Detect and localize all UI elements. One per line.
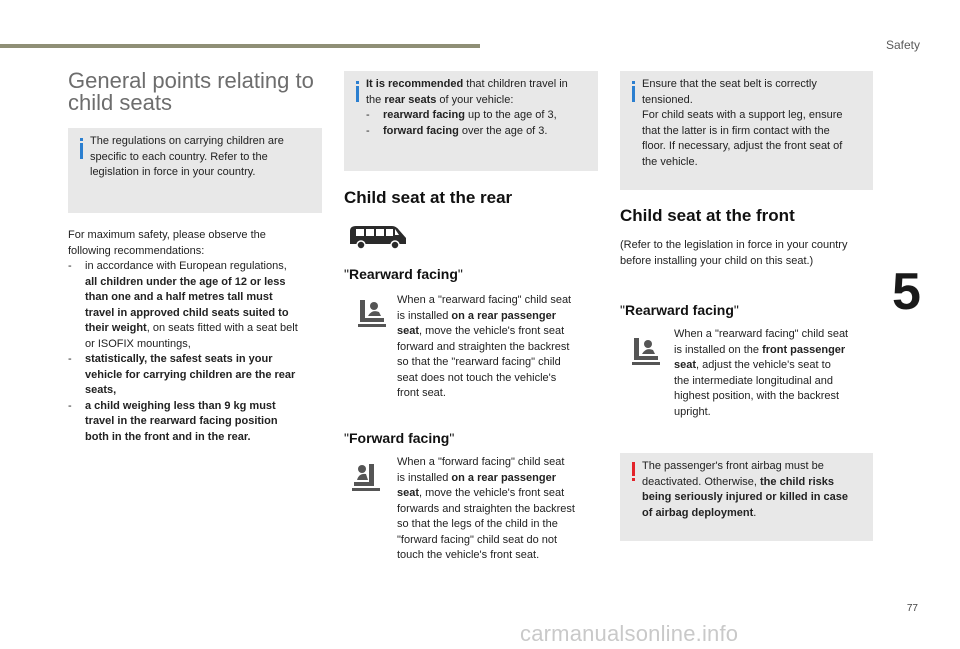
info-text: The regulations on carrying children are specific to each country. Refer to the legislation in force in your country. bbox=[90, 135, 284, 178]
watermark: carmanualsonline.info bbox=[520, 621, 739, 646]
page-title: General points relating to child seats bbox=[68, 68, 314, 115]
heading-child-seat-rear: Child seat at the rear bbox=[344, 188, 513, 207]
info-box-recommended: It is recommended that children travel in the rear seats of your vehicle: - rearward facing up to the age of 3, - forward facing over the age of 3. bbox=[344, 71, 598, 171]
front-rearward-text: When a "rearward facing" child seat is installed on the front passenger seat, adjust the vehicle's seat to the intermediate longitudinal and highest position, with the backrest upright. bbox=[674, 328, 849, 418]
warning-box-airbag: The passenger's front airbag must be deactivated. Otherwise, the child risks being seriously injured or killed in case of airbag deployment. bbox=[620, 453, 873, 541]
warning-icon bbox=[629, 462, 639, 481]
info-icon bbox=[77, 138, 87, 159]
list-item: - a child weighing less than 9 kg must travel in the rearward facing position both in the front and in the rear. bbox=[68, 399, 278, 443]
heading-rear-rearward: "Rearward facing" bbox=[344, 266, 463, 282]
front-note: (Refer to the legislation in force in your country before installing your child on this seat.) bbox=[620, 239, 848, 267]
chapter-number: 5 bbox=[892, 263, 921, 321]
heading-front-rearward: "Rearward facing" bbox=[620, 302, 739, 318]
info-icon bbox=[629, 81, 639, 102]
heading-child-seat-front: Child seat at the front bbox=[620, 206, 795, 225]
top-rule bbox=[0, 44, 480, 48]
info-box-seat-belt: Ensure that the seat belt is correctly tensioned. For child seats with a support leg, ensure that the latter is in firm contact with the floor. If necessary, adjust the front seat of the vehicle. bbox=[620, 71, 873, 190]
heading-rear-forward: "Forward facing" bbox=[344, 430, 455, 446]
info-box-regulations bbox=[68, 128, 322, 213]
rearward-child-seat-icon bbox=[354, 296, 388, 330]
rear-forward-text: When a "forward facing" child seat is installed on a rear passenger seat, move the vehicle's front seat forwards and straighten the backrest so that the legs of the child in the "forward facing" child seat do not touch the vehicle's front seat. bbox=[397, 456, 575, 561]
page-number: 77 bbox=[906, 603, 918, 614]
rear-rearward-text: When a "rearward facing" child seat is installed on a rear passenger seat, move the vehicle's front seat forward and straighten the backrest so that the "rearward facing" child seat does not touch the vehicle's front seat. bbox=[397, 294, 572, 399]
van-icon bbox=[346, 222, 410, 252]
forward-child-seat-icon bbox=[350, 460, 384, 494]
recommendations: For maximum safety, please observe the following recommendations: - in accordance with European regulations, all children under the age of 12 or less than one and a half metres tall must travel in approved child seats suited to their weight, on seats fitted with a seat belt or ISOFIX mountings, - statistically, the safest seats in your vehicle for carrying children are the rear seats, - a child weighing less than 9 kg must travel in the rearward facing position both in the front and in the rear. bbox=[68, 228, 326, 445]
rearward-child-seat-icon bbox=[628, 334, 662, 368]
info-icon bbox=[353, 81, 363, 102]
list-item: - in accordance with European regulations, all children under the age of 12 or less than one and a half metres tall must travel in approved child seats suited to their weight, on seats fitted with a seat belt or ISOFIX mountings, bbox=[68, 260, 298, 350]
list-item: - statistically, the safest seats in your vehicle for carrying children are the rear seats, bbox=[68, 353, 296, 396]
section-title: Safety bbox=[885, 38, 920, 52]
